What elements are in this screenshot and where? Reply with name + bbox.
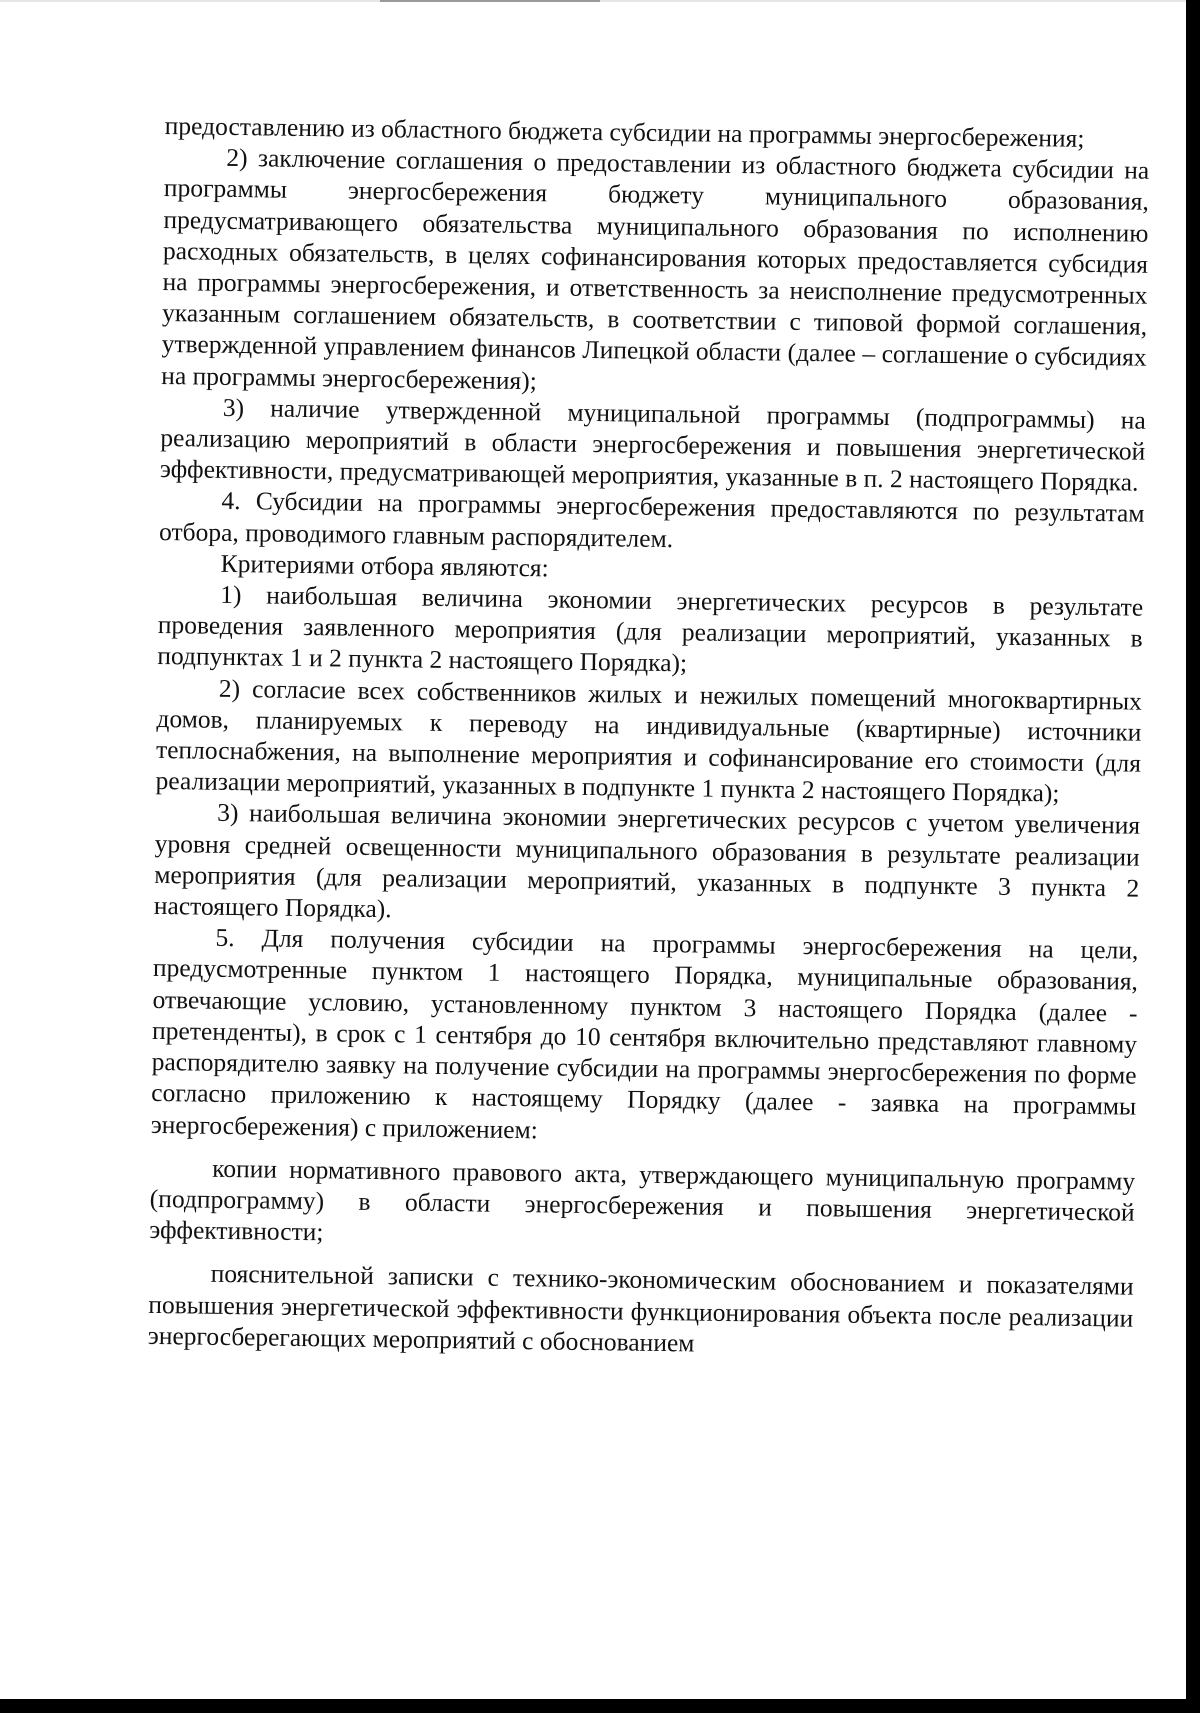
paragraph-continuation: предоставлению из областного бюджета субсидии на программы энергосбережения; [164,110,1085,153]
paragraph-condition-3: 3) наличие утвержденной муниципальной программы (подпрограммы) на реализацию мероприятий в области энергосбережения и повышения энергетической эффективности, предусматривающей мероприятия, указанные в п. 2 настоящего Порядка. [159,392,1146,497]
scan-edge-right [1186,0,1200,1713]
scan-edge-top-shadow [380,0,600,2]
paragraph-condition-2: 2) заключение соглашения о предоставлении из областного бюджета субсидии на программы энергосбережения бюджету муниципального образования, предусматривающего обязательства муниципального образования по исполнению расходных обязательств, в целях софинансирования которых предоставляется субсидия на программы энергосбережения, и ответственность за неисполнение предусмотренных указанным соглашением обязательств, в соответствии с типовой формой соглашения, утвержденной управлением финансов Липецкой области (далее – соглашение о субсидиях на программы энергосбережения); [161,143,1150,395]
paragraph-criterion-3: 3) наибольшая величина экономии энергетических ресурсов с учетом увеличения уровня средней освещенности муниципального образования в результате реализации мероприятия (для реализации мероприятий, указанных в подпункте 3 пункта 2 настоящего Порядка). [153,798,1141,924]
scan-edge-bottom [0,1699,1200,1713]
paragraph-criteria-heading: Критериями отбора являются: [220,548,549,583]
paragraph-attachment-act: копии нормативного правового акта, утверждающего муниципальную программу (подпрограмму) в области энергосбережения и повышения энергетической эффективности; [149,1153,1136,1247]
paragraph-section-5: 5. Для получения субсидии на программы энергосбережения на цели, предусмотренные пунктом 1 настоящего Порядка, муниципальные образования, отвечающие условию, установленному пунктом 3 настоящего Порядка (далее - претенденты), в срок с 1 сентября до 10 сентября включительно представляют главному распорядителю заявку на получение субсидии на программы энергосбережения по форме согласно приложению к настоящему Порядку (далее - заявка на программы энергосбережения) с приложением: [150,923,1139,1144]
paragraph-criterion-2: 2) согласие всех собственников жилых и нежилых помещений многоквартирных домов, планируемых к переводу на индивидуальные (квартирные) источники теплоснабжения, на выполнение мероприятия и софинансирование его стоимости (для реализации мероприятий, указанных в подпункте 1 пункта 2 настоящего Порядка); [155,673,1143,808]
document-body [148,110,1150,1365]
paragraph-section-4: 4. Субсидии на программы энергосбережения предоставляются по результатам отбора, проводимого главным распорядителем. [158,486,1145,553]
scan-edge-top [0,0,1200,2]
paragraph-criterion-1: 1) наибольшая величина экономии энергетических ресурсов в результате проведения заявленного мероприятия (для реализации мероприятий, указанных в подпунктах 1 и 2 пункта 2 настоящего Порядка); [157,579,1144,678]
paragraph-attachment-note: пояснительной записки с технико-экономическим обоснованием и показателями повышения энергетической эффективности функционирования объекта после реализации энергосберегающих мероприятий с обоснованием [147,1259,1134,1358]
